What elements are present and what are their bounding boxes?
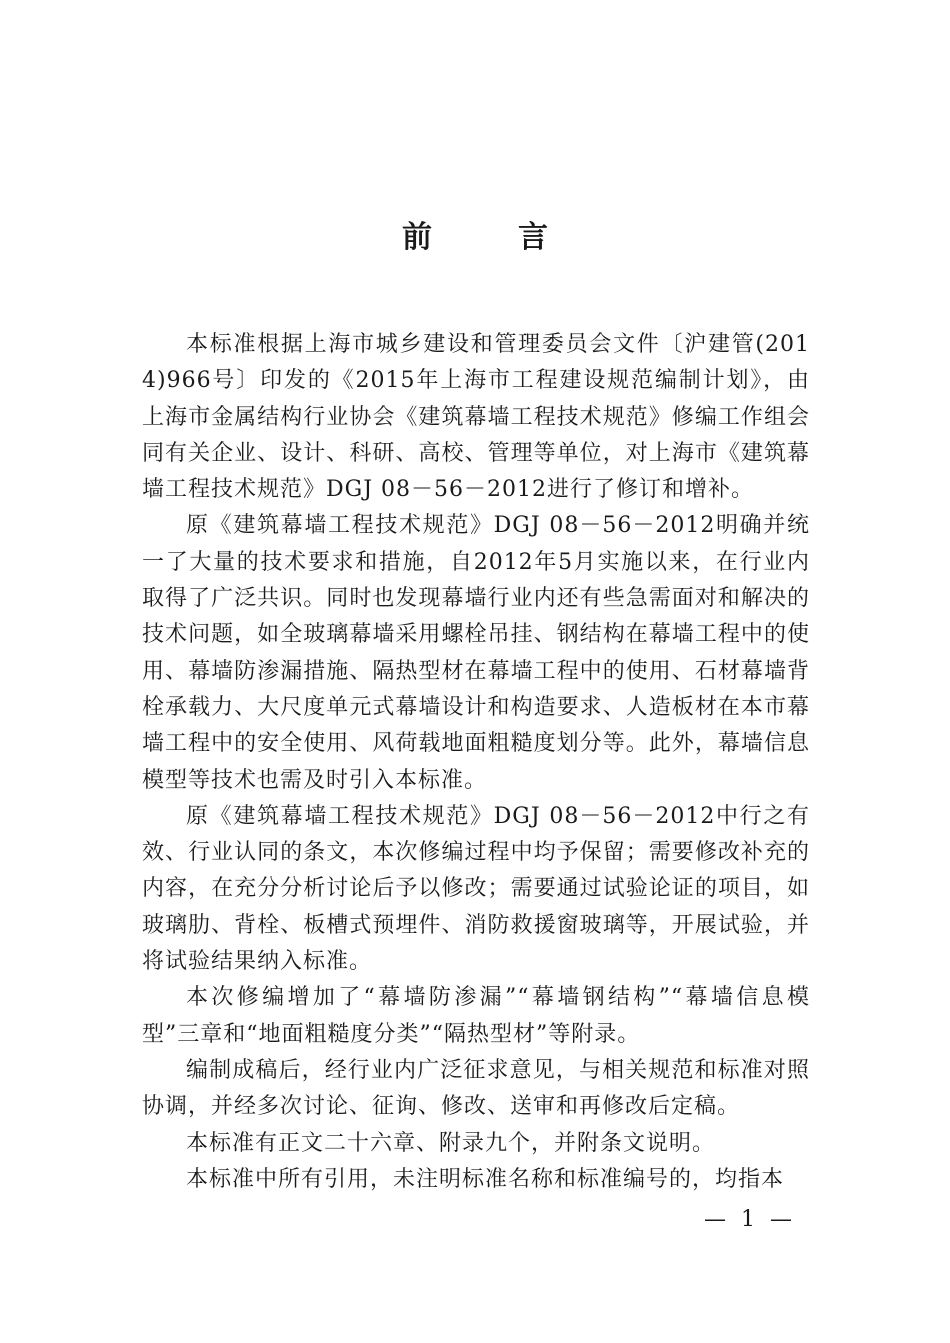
paragraph: 本标准有正文二十六章、附录九个，并附条文说明。	[186, 1130, 716, 1156]
page-title: 前 言	[402, 220, 576, 255]
paragraph: 原《建筑幕墙工程技术规范》DGJ 08－56－2012明确并统一了大量的技术要求和措施，自2012年5月实施以来，在行业内取得了广泛共识。同时也发现幕墙行业内还有些急需面对和解决的技术问题，如全玻璃幕墙采用螺栓吊挂、钢结构在幕墙工程中的使用、幕墙防渗漏措施、隔热型材在幕墙工程中的使用、石材幕墙背栓承载力、大尺度单元式幕墙设计和构造要求、人造板材在本市幕墙工程中的安全使用、风荷载地面粗糙度划分等。此外，幕墙信息模型等技术也需及时引入本标准。	[142, 513, 810, 793]
paragraph: 本标准根据上海市城乡建设和管理委员会文件〔沪建管(2014)966号〕印发的《2015年上海市工程建设规范编制计划》，由上海市金属结构行业协会《建筑幕墙工程技术规范》修编工作组会同有关企业、设计、科研、高校、管理等单位，对上海市《建筑幕墙工程技术规范》DGJ 08－56－2012进行了修订和增补。	[142, 332, 810, 503]
body-text	[142, 327, 810, 1198]
paragraph: 编制成稿后，经行业内广泛征求意见，与相关规范和标准对照协调，并经多次讨论、征询、修改、送审和再修改后定稿。	[142, 1057, 810, 1120]
paragraph: 本标准中所有引用，未注明标准名称和标准编号的，均指本	[186, 1166, 785, 1192]
page-number: — 1 —	[704, 1207, 796, 1232]
paragraph: 本次修编增加了“幕墙防渗漏”“幕墙钢结构”“幕墙信息模型”三章和“地面粗糙度分类”“隔热型材”等附录。	[142, 985, 810, 1047]
paragraph: 原《建筑幕墙工程技术规范》DGJ 08－56－2012中行之有效、行业认同的条文，本次修编过程中均予保留；需要修改补充的内容，在充分分析讨论后予以修改；需要通过试验论证的项目，如玻璃肋、背栓、板槽式预埋件、消防救援窗玻璃等，开展试验，并将试验结果纳入标准。	[142, 803, 810, 975]
